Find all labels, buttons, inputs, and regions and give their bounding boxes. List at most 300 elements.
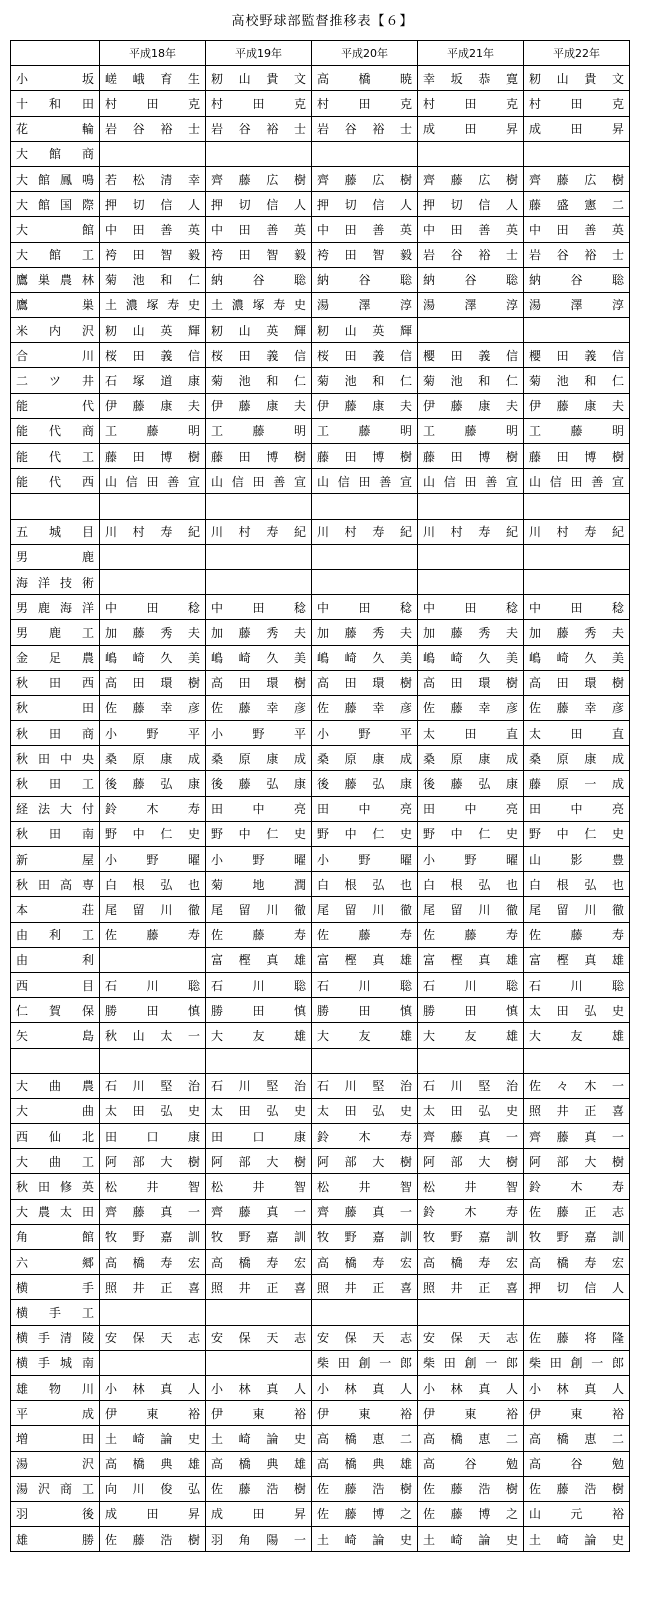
coach-name: 齊藤真一 xyxy=(418,1124,524,1149)
table-row xyxy=(11,1174,630,1199)
coach-name: 小林真人 xyxy=(418,1375,524,1400)
coach-name: 小野平 xyxy=(206,721,312,746)
coach-name: 太田弘史 xyxy=(206,1098,312,1123)
coach-name: 佐藤寿 xyxy=(206,922,312,947)
coach-name xyxy=(100,1350,206,1375)
coach-name: 山信田善宣 xyxy=(100,469,206,494)
school-name: 横手清陵 xyxy=(11,1325,100,1350)
coach-name: 岩谷裕士 xyxy=(100,116,206,141)
coach-name: 照井正喜 xyxy=(100,1275,206,1300)
coach-name: 山信田善宣 xyxy=(524,469,630,494)
coach-name: 籾山貴文 xyxy=(206,66,312,91)
school-name: 湯沢商工 xyxy=(11,1476,100,1501)
coach-name: 後藤弘康 xyxy=(312,771,418,796)
coach-name: 小林真人 xyxy=(206,1375,312,1400)
school-name xyxy=(11,494,100,519)
coach-name: 工藤明 xyxy=(524,418,630,443)
coach-name: 湯澤淳 xyxy=(524,292,630,317)
coach-name: 野中仁史 xyxy=(312,821,418,846)
school-name: 大館工 xyxy=(11,242,100,267)
coach-name: 小野平 xyxy=(100,721,206,746)
coach-name: 桜田義信 xyxy=(206,343,312,368)
school-name: 能代 xyxy=(11,393,100,418)
coach-name: 土崎論史 xyxy=(418,1527,524,1552)
school-name xyxy=(11,1048,100,1073)
coach-name: 高橋恵二 xyxy=(312,1426,418,1451)
coach-name: 佐藤幸彦 xyxy=(206,695,312,720)
coach-name: 大友雄 xyxy=(206,1023,312,1048)
coach-name: 富樫真雄 xyxy=(312,947,418,972)
coach-name: 太田直 xyxy=(418,721,524,746)
table-row xyxy=(11,922,630,947)
coach-name: 山信田善宣 xyxy=(418,469,524,494)
coach-name: 佐藤寿 xyxy=(418,922,524,947)
table-row xyxy=(11,947,630,972)
school-name: 雄物川 xyxy=(11,1375,100,1400)
coach-name: 高橋典雄 xyxy=(312,1451,418,1476)
coach-name: 加藤秀夫 xyxy=(418,620,524,645)
table-row xyxy=(11,217,630,242)
table-body xyxy=(11,66,630,1552)
coach-name: 工藤明 xyxy=(312,418,418,443)
coach-name: 高橋寿宏 xyxy=(312,1250,418,1275)
coach-name: 白根弘也 xyxy=(418,872,524,897)
coach-name: 牧野嘉訓 xyxy=(206,1224,312,1249)
table-row xyxy=(11,1375,630,1400)
coach-name: 向川俊弘 xyxy=(100,1476,206,1501)
school-name: 経法大付 xyxy=(11,796,100,821)
coach-name: 高田環樹 xyxy=(206,670,312,695)
coach-name: 秋山太一 xyxy=(100,1023,206,1048)
coach-name: 袴田智毅 xyxy=(312,242,418,267)
coach-name: 桑原康成 xyxy=(206,746,312,771)
coach-name: 高橋恵二 xyxy=(524,1426,630,1451)
coach-name: 石川堅治 xyxy=(312,1073,418,1098)
school-name: 秋田中央 xyxy=(11,746,100,771)
coach-name: 嶋崎久美 xyxy=(524,645,630,670)
coach-name: 村田克 xyxy=(312,91,418,116)
coach-name: 高谷勉 xyxy=(418,1451,524,1476)
table-row xyxy=(11,771,630,796)
coach-name: 高橋寿宏 xyxy=(100,1250,206,1275)
coach-name xyxy=(100,141,206,166)
table-row xyxy=(11,444,630,469)
table-row xyxy=(11,1451,630,1476)
school-name: 能代西 xyxy=(11,469,100,494)
table-row xyxy=(11,695,630,720)
coach-name: 後藤弘康 xyxy=(206,771,312,796)
coach-name: 松井智 xyxy=(312,1174,418,1199)
coach-name xyxy=(100,1300,206,1325)
coach-name xyxy=(524,1300,630,1325)
coach-name xyxy=(524,494,630,519)
coach-name: 中田善英 xyxy=(524,217,630,242)
school-name: 雄勝 xyxy=(11,1527,100,1552)
table-row xyxy=(11,544,630,569)
school-name: 角館 xyxy=(11,1224,100,1249)
coach-name xyxy=(524,544,630,569)
table-row xyxy=(11,1476,630,1501)
table-row xyxy=(11,620,630,645)
coach-name: 工藤明 xyxy=(206,418,312,443)
table-row xyxy=(11,1224,630,1249)
coach-name: 伊東裕 xyxy=(524,1401,630,1426)
school-name: 矢島 xyxy=(11,1023,100,1048)
coach-name xyxy=(206,141,312,166)
table-row xyxy=(11,318,630,343)
coach-name: 藤田博樹 xyxy=(418,444,524,469)
coach-name: 藤田博樹 xyxy=(206,444,312,469)
coach-name: 籾山貴文 xyxy=(524,66,630,91)
table-row xyxy=(11,242,630,267)
coach-name: 小林真人 xyxy=(100,1375,206,1400)
coach-name: 富樫真雄 xyxy=(418,947,524,972)
coach-name: 照井正喜 xyxy=(418,1275,524,1300)
coach-name: 安保天志 xyxy=(312,1325,418,1350)
coach-name: 湯澤淳 xyxy=(312,292,418,317)
coach-name: 後藤弘康 xyxy=(100,771,206,796)
school-name: 大館商 xyxy=(11,141,100,166)
coach-name: 幸坂恭寛 xyxy=(418,66,524,91)
coach-name: 佐藤浩樹 xyxy=(312,1476,418,1501)
coach-name xyxy=(418,569,524,594)
table-row xyxy=(11,1048,630,1073)
table-row xyxy=(11,393,630,418)
coach-name: 田中亮 xyxy=(206,796,312,821)
table-row xyxy=(11,1401,630,1426)
coach-name xyxy=(418,141,524,166)
year-header: 平成18年 xyxy=(100,41,206,66)
coach-name: 石川堅治 xyxy=(418,1073,524,1098)
coach-name: 村田克 xyxy=(100,91,206,116)
coach-name: 伊藤康夫 xyxy=(312,393,418,418)
coach-name: 菊地潤 xyxy=(206,872,312,897)
coach-name: 岩谷裕士 xyxy=(418,242,524,267)
coach-table xyxy=(10,40,630,1552)
coach-name: 岩谷裕士 xyxy=(206,116,312,141)
coach-name: 押切信人 xyxy=(100,192,206,217)
coach-name xyxy=(312,494,418,519)
coach-name: 山信田善宣 xyxy=(312,469,418,494)
table-row xyxy=(11,1275,630,1300)
school-name: 大館 xyxy=(11,217,100,242)
coach-name: 尾留川徹 xyxy=(418,897,524,922)
coach-name: 齊藤真一 xyxy=(206,1199,312,1224)
coach-name: 安保天志 xyxy=(418,1325,524,1350)
coach-name: 川村寿紀 xyxy=(206,519,312,544)
coach-name: 勝田慎 xyxy=(418,998,524,1023)
coach-name: 中田稔 xyxy=(418,595,524,620)
table-row xyxy=(11,368,630,393)
coach-name: 阿部大樹 xyxy=(312,1149,418,1174)
school-name: 男鹿工 xyxy=(11,620,100,645)
table-row xyxy=(11,1426,630,1451)
school-name: 大曲農 xyxy=(11,1073,100,1098)
school-name: 鷹巣農林 xyxy=(11,267,100,292)
table-row xyxy=(11,494,630,519)
coach-name: 高谷勉 xyxy=(524,1451,630,1476)
coach-name: 田中亮 xyxy=(418,796,524,821)
table-row xyxy=(11,519,630,544)
table-row xyxy=(11,1023,630,1048)
coach-name: 牧野嘉訓 xyxy=(312,1224,418,1249)
coach-name: 石川聡 xyxy=(100,972,206,997)
coach-name: 石川堅治 xyxy=(206,1073,312,1098)
coach-name xyxy=(524,1048,630,1073)
coach-name: 菊池和仁 xyxy=(206,368,312,393)
coach-name: 土崎論史 xyxy=(312,1527,418,1552)
coach-name: 小野曜 xyxy=(312,847,418,872)
school-name: 花輪 xyxy=(11,116,100,141)
coach-name: 野中仁史 xyxy=(100,821,206,846)
coach-name: 藤田博樹 xyxy=(100,444,206,469)
table-row xyxy=(11,998,630,1023)
school-name: 新屋 xyxy=(11,847,100,872)
school-name: 西目 xyxy=(11,972,100,997)
coach-name: 石川聡 xyxy=(524,972,630,997)
coach-name: 納谷聡 xyxy=(312,267,418,292)
table-row xyxy=(11,1073,630,1098)
coach-name: 伊藤康夫 xyxy=(418,393,524,418)
coach-name: 川村寿紀 xyxy=(312,519,418,544)
coach-name: 太田弘史 xyxy=(524,998,630,1023)
coach-name: 鈴木寿 xyxy=(100,796,206,821)
table-row xyxy=(11,897,630,922)
coach-name: 白根弘也 xyxy=(312,872,418,897)
school-name: 海洋技術 xyxy=(11,569,100,594)
coach-name xyxy=(100,569,206,594)
school-name: 秋田修英 xyxy=(11,1174,100,1199)
coach-name: 齊藤真一 xyxy=(524,1124,630,1149)
coach-name: 加藤秀夫 xyxy=(100,620,206,645)
table-row xyxy=(11,1300,630,1325)
coach-name: 田中亮 xyxy=(312,796,418,821)
coach-name: 中田稔 xyxy=(100,595,206,620)
coach-name: 嶋崎久美 xyxy=(100,645,206,670)
coach-name: 野中仁史 xyxy=(418,821,524,846)
coach-name: 嶋崎久美 xyxy=(312,645,418,670)
coach-name: 土崎論史 xyxy=(100,1426,206,1451)
coach-name: 小野曜 xyxy=(206,847,312,872)
coach-name: 野中仁史 xyxy=(524,821,630,846)
coach-name: 小林真人 xyxy=(312,1375,418,1400)
coach-name: 工藤明 xyxy=(418,418,524,443)
coach-name: 佐藤寿 xyxy=(312,922,418,947)
coach-name: 高田環樹 xyxy=(418,670,524,695)
header-corner xyxy=(11,41,100,66)
coach-name: 成田昇 xyxy=(418,116,524,141)
table-row xyxy=(11,972,630,997)
coach-name: 尾留川徹 xyxy=(206,897,312,922)
coach-name xyxy=(418,1300,524,1325)
coach-name: 齊藤広樹 xyxy=(418,166,524,191)
coach-name: 高橋寿宏 xyxy=(524,1250,630,1275)
school-name: 増田 xyxy=(11,1426,100,1451)
table-row xyxy=(11,1501,630,1526)
coach-name xyxy=(206,1350,312,1375)
table-row xyxy=(11,66,630,91)
school-name: 五城目 xyxy=(11,519,100,544)
coach-name: 佐藤博之 xyxy=(418,1501,524,1526)
coach-name: 野中仁史 xyxy=(206,821,312,846)
table-row xyxy=(11,141,630,166)
coach-name: 石川聡 xyxy=(312,972,418,997)
school-name: 合川 xyxy=(11,343,100,368)
coach-name: 高田環樹 xyxy=(100,670,206,695)
school-name: 横手 xyxy=(11,1275,100,1300)
coach-name: 尾留川徹 xyxy=(100,897,206,922)
coach-name: 中田善英 xyxy=(100,217,206,242)
coach-name: 佐藤将隆 xyxy=(524,1325,630,1350)
coach-name: 齊藤広樹 xyxy=(312,166,418,191)
coach-name: 齊藤真一 xyxy=(100,1199,206,1224)
coach-name xyxy=(418,494,524,519)
coach-name: 川村寿紀 xyxy=(100,519,206,544)
coach-name: 村田克 xyxy=(206,91,312,116)
coach-name: 納谷聡 xyxy=(418,267,524,292)
coach-name: 佐藤寿 xyxy=(100,922,206,947)
coach-name xyxy=(418,318,524,343)
coach-name: 川村寿紀 xyxy=(524,519,630,544)
coach-name: 桑原康成 xyxy=(312,746,418,771)
coach-name: 太田弘史 xyxy=(418,1098,524,1123)
coach-name: 加藤秀夫 xyxy=(312,620,418,645)
coach-name: 袴田智毅 xyxy=(206,242,312,267)
coach-name xyxy=(100,494,206,519)
coach-name: 鈴木寿 xyxy=(312,1124,418,1149)
coach-name: 桑原康成 xyxy=(524,746,630,771)
coach-name: 高田環樹 xyxy=(524,670,630,695)
coach-name xyxy=(100,544,206,569)
table-row xyxy=(11,721,630,746)
coach-name: 土崎論史 xyxy=(524,1527,630,1552)
school-name: 秋田南 xyxy=(11,821,100,846)
coach-name: 佐藤浩樹 xyxy=(100,1527,206,1552)
table-row xyxy=(11,343,630,368)
coach-name: 照井正喜 xyxy=(206,1275,312,1300)
table-row xyxy=(11,645,630,670)
school-name: 六郷 xyxy=(11,1250,100,1275)
coach-name: 佐藤正志 xyxy=(524,1199,630,1224)
coach-name xyxy=(418,544,524,569)
coach-name: 佐藤幸彦 xyxy=(100,695,206,720)
coach-name: 桜田義信 xyxy=(312,343,418,368)
school-name: 大曲 xyxy=(11,1098,100,1123)
coach-name: 大友雄 xyxy=(524,1023,630,1048)
table-row xyxy=(11,418,630,443)
coach-name xyxy=(312,141,418,166)
coach-name xyxy=(312,1300,418,1325)
coach-name: 高橋寿宏 xyxy=(206,1250,312,1275)
coach-name: 羽角陽一 xyxy=(206,1527,312,1552)
coach-name: 牧野嘉訓 xyxy=(418,1224,524,1249)
school-name: 横手工 xyxy=(11,1300,100,1325)
coach-name: 柴田創一郎 xyxy=(524,1350,630,1375)
coach-name: 中田稔 xyxy=(206,595,312,620)
coach-name: 鈴木寿 xyxy=(524,1174,630,1199)
coach-name: 押切信人 xyxy=(206,192,312,217)
school-name: 秋田商 xyxy=(11,721,100,746)
coach-name: 若松清幸 xyxy=(100,166,206,191)
coach-name: 松井智 xyxy=(418,1174,524,1199)
coach-name: 松井智 xyxy=(206,1174,312,1199)
coach-name: 櫻田義信 xyxy=(524,343,630,368)
coach-name: 後藤弘康 xyxy=(418,771,524,796)
coach-name: 押切信人 xyxy=(312,192,418,217)
coach-name: 鈴木寿 xyxy=(418,1199,524,1224)
coach-name xyxy=(100,1048,206,1073)
coach-name: 阿部大樹 xyxy=(524,1149,630,1174)
coach-name: 富樫真雄 xyxy=(206,947,312,972)
coach-name: 佐藤幸彦 xyxy=(418,695,524,720)
school-name: 十和田 xyxy=(11,91,100,116)
coach-name: 佐藤幸彦 xyxy=(312,695,418,720)
coach-name: 湯澤淳 xyxy=(418,292,524,317)
coach-name: 土濃塚寿史 xyxy=(100,292,206,317)
coach-name: 小野曜 xyxy=(100,847,206,872)
table-row xyxy=(11,166,630,191)
table-row xyxy=(11,292,630,317)
coach-name: 小野平 xyxy=(312,721,418,746)
coach-name: 伊東裕 xyxy=(206,1401,312,1426)
school-name: 横手城南 xyxy=(11,1350,100,1375)
coach-name: 太田弘史 xyxy=(100,1098,206,1123)
coach-name: 白根弘也 xyxy=(524,872,630,897)
coach-name: 袴田智毅 xyxy=(100,242,206,267)
page-title: 高校野球部監督推移表【６】 xyxy=(231,14,414,29)
coach-name: 石川聡 xyxy=(418,972,524,997)
coach-name: 照井正喜 xyxy=(524,1098,630,1123)
coach-name: 佐藤浩樹 xyxy=(206,1476,312,1501)
coach-name: 齊藤広樹 xyxy=(206,166,312,191)
school-name: 秋田高専 xyxy=(11,872,100,897)
coach-name: 尾留川徹 xyxy=(524,897,630,922)
table-row xyxy=(11,670,630,695)
coach-name: 菊池和仁 xyxy=(312,368,418,393)
table-row xyxy=(11,267,630,292)
coach-name: 加藤秀夫 xyxy=(524,620,630,645)
school-name: 能代商 xyxy=(11,418,100,443)
table-row xyxy=(11,1325,630,1350)
coach-name: 高田環樹 xyxy=(312,670,418,695)
coach-name: 押切信人 xyxy=(524,1275,630,1300)
coach-name: 中田稔 xyxy=(312,595,418,620)
school-name: 大農太田 xyxy=(11,1199,100,1224)
coach-name: 伊藤康夫 xyxy=(206,393,312,418)
coach-name: 太田弘史 xyxy=(312,1098,418,1123)
coach-name: 小野曜 xyxy=(418,847,524,872)
header-row xyxy=(11,41,630,66)
coach-name: 藤盛憲二 xyxy=(524,192,630,217)
coach-name: 佐藤浩樹 xyxy=(418,1476,524,1501)
school-name: 大館国際 xyxy=(11,192,100,217)
coach-name: 柴田創一郎 xyxy=(312,1350,418,1375)
coach-name: 齊藤広樹 xyxy=(524,166,630,191)
coach-name: 伊藤康夫 xyxy=(524,393,630,418)
coach-name: 菊池和仁 xyxy=(524,368,630,393)
table-row xyxy=(11,569,630,594)
coach-name: 藤田博樹 xyxy=(312,444,418,469)
coach-name: 石川聡 xyxy=(206,972,312,997)
coach-name: 籾山英輝 xyxy=(100,318,206,343)
coach-name xyxy=(524,141,630,166)
school-name: 秋田西 xyxy=(11,670,100,695)
school-name: 由利工 xyxy=(11,922,100,947)
school-name: 由利 xyxy=(11,947,100,972)
school-name: 本荘 xyxy=(11,897,100,922)
coach-name xyxy=(100,947,206,972)
coach-name: 大友雄 xyxy=(312,1023,418,1048)
